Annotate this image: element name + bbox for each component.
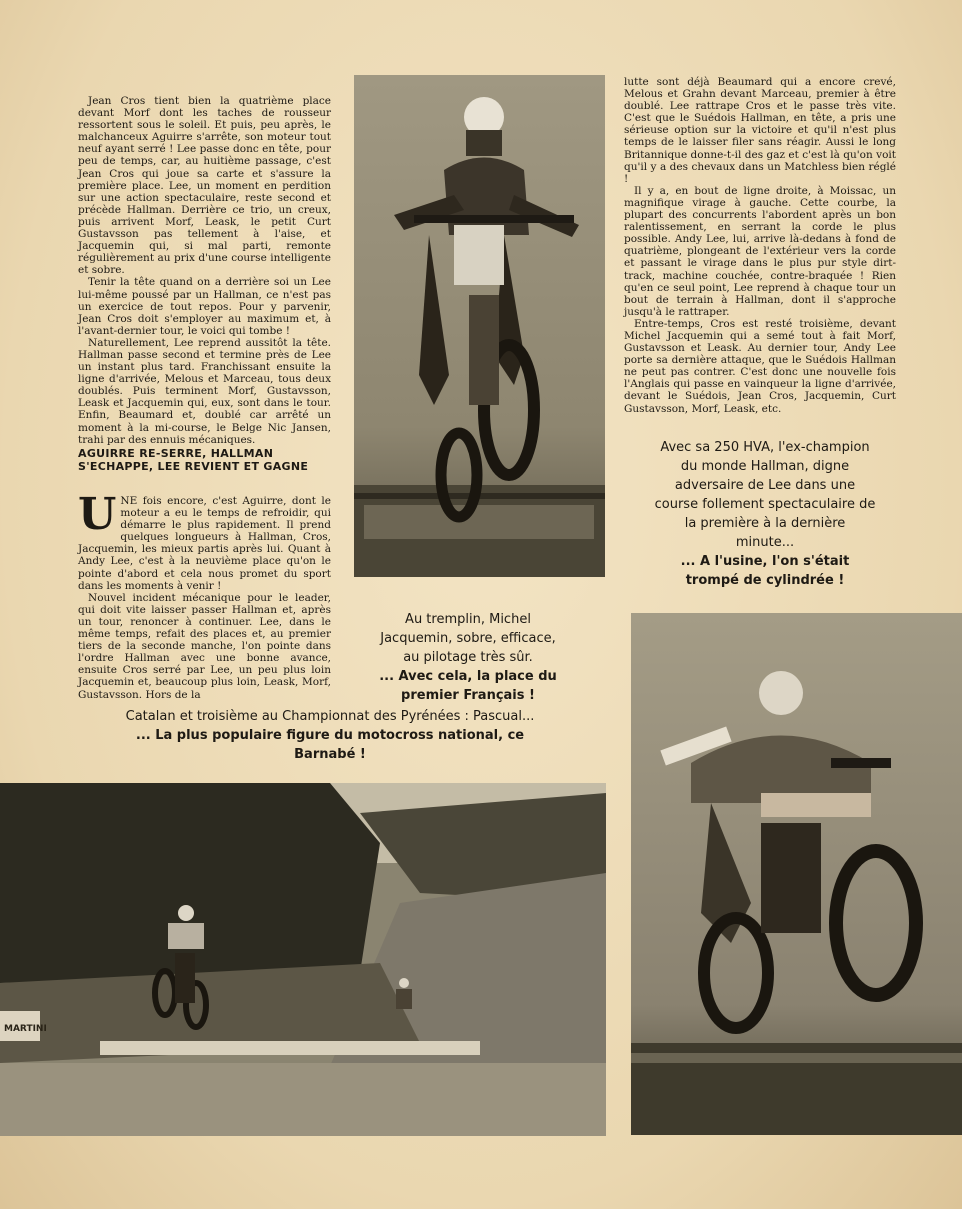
photo-jacquemin-jump xyxy=(354,75,605,577)
paragraph: Jean Cros tient bien la quatrième place devant Morf dont les taches de rousseur ressortent sous le soleil. Et puis, peu après, le malchanceux Aguirre s'arrête, son moteur tout neuf ayant serré ! Lee passe donc en tête, pour peu de temps, car, au huitième passage, c'est Jean Cros qui joue sa carte et s'assure la première place. Lee, un moment en perdition sur une action spectaculaire, reste second et précède Hallman. Derrière ce trio, un creux, puis arrivent Morf, Leask, le petit Curt Gustavsson pas tellement à l'aise, et Jacquemin qui, si mal parti, remonte régulièrement au prix d'une course intelligente et sobre. xyxy=(78,95,331,277)
photo-hallman-jump xyxy=(631,613,962,1135)
drop-cap: U xyxy=(78,489,117,540)
paragraph: Il y a, en bout de ligne droite, à Moissac, un magnifique virage à gauche. Cette courbe, la plupart des concurrents l'abordent après un bon ralentissement, en serrant la corde le plus possible. Andy Lee, lui, arrive là-dedans à fond de quatrième, plongeant de l'extérieur vers la corde et passant le virage dans le plus pur style dirt-track, machine couchée, contre-braquée ! Rien qu'en ce seul point, Lee reprend à chaque tour un bout de terrain à Hallman, dont il s'approche jusqu'à le rattraper. xyxy=(624,184,896,318)
paragraph: Entre-temps, Cros est resté troisième, devant Michel Jacquemin qui a semé tout à fait Morf, Gustavsson et Leask. Au dernier tour, Andy Lee porte sa dernière attaque, que le Suédois Hallman ne peut pas contrer. C'est donc une nouvelle fois l'Anglais qui passe en vainqueur la ligne d'arrivée, devant le Suédois, Jean Cros, Jacquemin, Curt Gustavsson, Morf, Leask, etc. xyxy=(624,317,896,415)
martini-sign: MARTINI xyxy=(4,1024,47,1034)
caption-text: Au tremplin, Michel Jacquemin, sobre, efficace, au pilotage très sûr. xyxy=(380,612,556,665)
caption-text: Catalan et troisième au Championnat des Pyrénées : Pascual... xyxy=(125,709,535,724)
paragraph: lutte sont déjà Beaumard qui a encore crevé, Melous et Grahn devant Marceau, premier à être doublé. Lee rattrape Cros et le passe très vite. C'est que le Suédois Hallman, en tête, a pris une sérieuse option sur la victoire et qu'il n'est plus temps de le laisser filer sans réagir. Aussi le long Britannique donne-t-il des gaz et c'est là qu'on voit qu'il y a des chevaux dans un Matchless bien réglé ! xyxy=(624,76,896,185)
caption-text: Avec sa 250 HVA, l'ex-champion du monde Hallman, digne adversaire de Lee dans une course follement spectaculaire de la première à la dernière minute... xyxy=(654,440,876,550)
article-column-1-continued xyxy=(78,489,331,701)
section-heading: AGUIRRE RE-SERRE, HALLMAN S'ECHAPPE, LEE REVIENT ET GAGNE xyxy=(78,447,309,473)
paragraph: Tenir la tête quand on a derrière soi un Lee lui-même poussé par un Hallman, ce n'est pas un exercice de tout repos. Pour y parvenir, Jean Cros doit s'employer au maximum et, à l'avant-dernier tour, le voici qui tombe ! xyxy=(78,276,331,337)
paragraph: Naturellement, Lee reprend aussitôt la tête. Hallman passe second et termine près de Lee un instant plus tard. Franchissant ensuite la ligne d'arrivée, Melous et Marceau, tous deux doublés. Puis terminent Morf, Gustavsson, Leask et Jacquemin qui, eux, sont dans le tour. Enfin, Beaumard et, doublé car arrêté un moment à la mi-course, le Belge Nic Jansen, trahi par des ennuis mécaniques. xyxy=(78,336,331,446)
caption-bold: ... La plus populaire figure du motocross national, ce Barnabé ! xyxy=(135,728,525,762)
caption-hallman xyxy=(654,438,876,590)
article-column-3 xyxy=(624,76,896,415)
caption-barnabe xyxy=(120,707,540,764)
caption-bold: ... A l'usine, l'on s'était trompé de cylindrée ! xyxy=(680,554,850,588)
caption-bold: ... Avec cela, la place du premier Français ! xyxy=(379,669,557,703)
article-column-1 xyxy=(78,95,331,446)
photo-pascual-field xyxy=(0,783,606,1136)
paragraph: Nouvel incident mécanique pour le leader, qui doit vite laisser passer Hallman et, après un tour, renoncer à continuer. Lee, dans le même temps, refait des places et, au premier tiers de la seconde manche, l'on pointe dans l'ordre Hallman avec une bonne avance, ensuite Cros serré par Lee, un peu plus loin Jacquemin et, beaucoup plus loin, Leask, Morf, Gustavsson. Hors de la xyxy=(78,591,331,701)
paragraph: NE fois encore, c'est Aguirre, dont le moteur a eu le temps de refroidir, qui démarre le plus rapidement. Il prend quelques longueurs à Hallman, Cros, Jacquemin, les mieux partis après lui. Quant à Andy Lee, c'est à la neuvième place qu'on le pointe d'abord et cela nous promet du sport dans les moments à venir ! xyxy=(78,495,331,592)
caption-jacquemin xyxy=(378,610,558,705)
